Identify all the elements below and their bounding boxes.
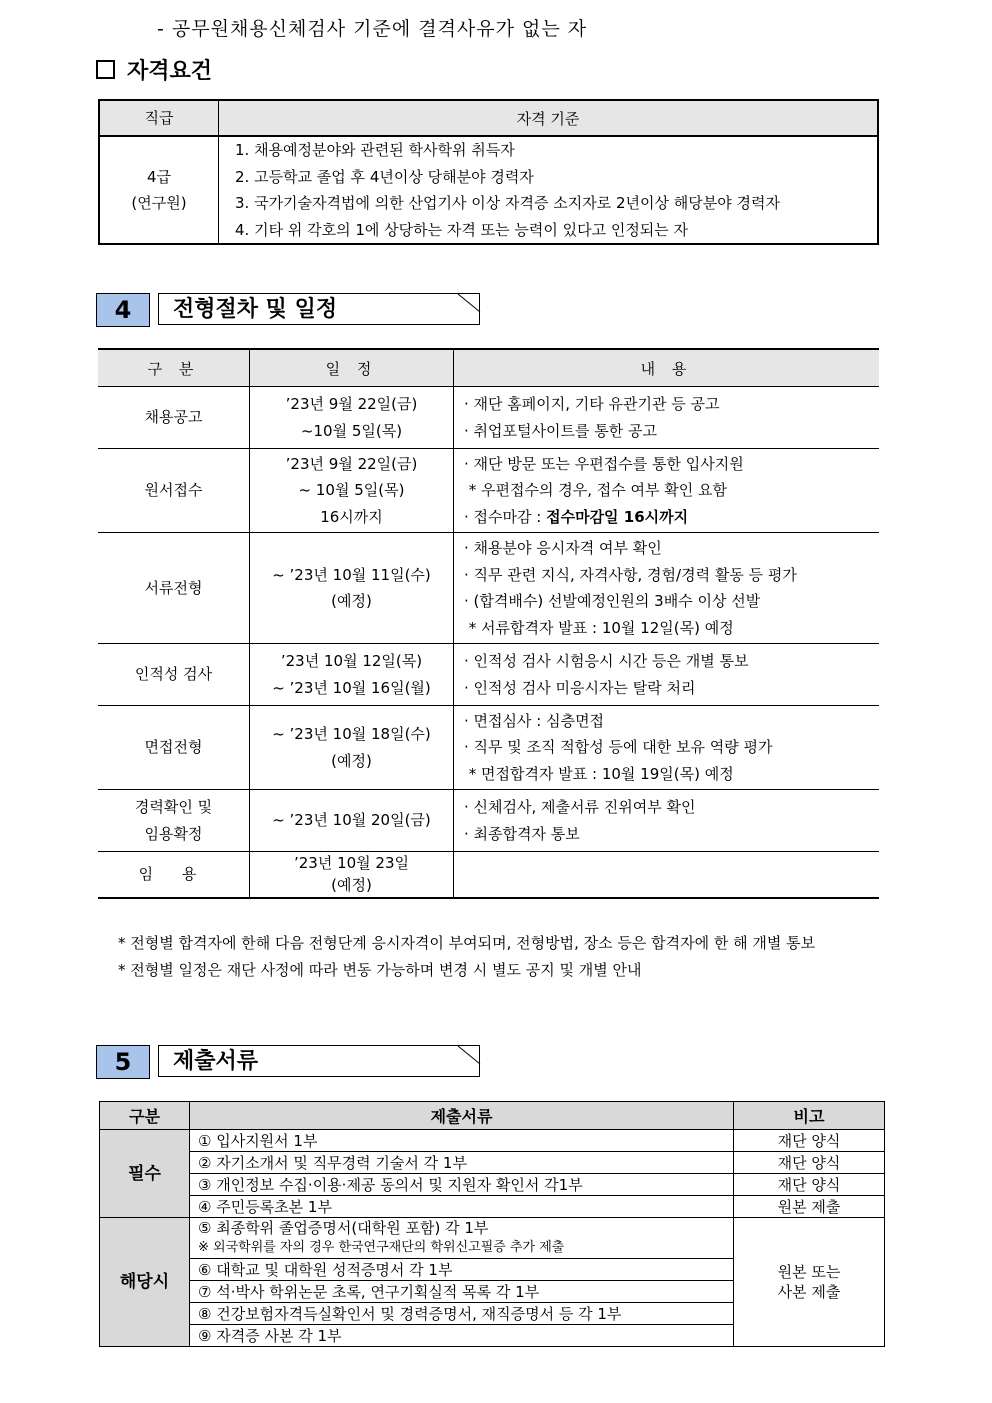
stage-name: 면접전형 xyxy=(98,706,250,790)
grade-line: 4급 xyxy=(146,168,172,186)
content-line: * 면접합격자 발표 : 10월 19일(목) 예정 xyxy=(464,764,734,783)
doc-text: ⑤ 최종학위 졸업증명서(대학원 포함) 각 1부 xyxy=(198,1219,489,1237)
date-line: (예정) xyxy=(331,876,372,895)
section-4-banner xyxy=(96,293,482,327)
content-line: · 채용분야 응시자격 여부 확인 xyxy=(464,539,662,557)
stage-date xyxy=(250,852,454,898)
doc-item: ⑦ 석·박사 학위논문 초록, 연구기획실적 목록 각 1부 xyxy=(190,1281,734,1303)
doc-remark: 재단 양식 xyxy=(734,1130,885,1152)
date-line: (예정) xyxy=(331,751,372,770)
stage-date xyxy=(250,387,454,449)
col-category: 구 분 xyxy=(98,349,250,387)
qualification-heading-text: 자격요건 xyxy=(127,59,213,84)
content-line: · 직무 관련 지식, 자격사항, 경험/경력 활동 등 평가 xyxy=(464,565,797,584)
doc-note: ※ 외국학위를 자의 경우 한국연구재단의 학위신고필증 추가 제출 xyxy=(198,1240,565,1255)
stage-content xyxy=(454,852,880,898)
criteria-item: 1. 채용예정분야와 관련된 학사학위 취득자 xyxy=(235,141,515,159)
stage-content xyxy=(454,387,880,449)
date-line: ’23년 9월 22일(금) xyxy=(285,454,418,473)
content-line: · 재단 방문 또는 우편접수를 통한 입사지원 xyxy=(464,454,744,473)
date-line: ’23년 10월 12일(목) xyxy=(280,652,423,670)
col-date: 일 정 xyxy=(250,349,454,387)
required-label: 필수 xyxy=(100,1130,190,1218)
stage-name xyxy=(98,790,250,852)
remark-line: 원본 또는 xyxy=(777,1263,841,1281)
grade-line: (연구원) xyxy=(131,194,187,212)
stage-date xyxy=(250,706,454,790)
date-line: ~ ’23년 10월 16일(월) xyxy=(272,678,431,697)
criteria-cell xyxy=(219,136,879,244)
doc-item: ⑧ 건강보험자격득실확인서 및 경력증명서, 재직증명서 등 각 1부 xyxy=(190,1303,734,1325)
doc-item: ② 자기소개서 및 직무경력 기술서 각 1부 xyxy=(190,1152,734,1174)
doc-item: ⑨ 자격증 사본 각 1부 xyxy=(190,1325,734,1347)
stage-name: 임 용 xyxy=(138,865,209,883)
stage-name: 인적성 검사 xyxy=(98,644,250,706)
content-line: · 취업포털사이트를 통한 공고 xyxy=(464,421,657,440)
doc-item: ③ 개인정보 수집·이용·제공 동의서 및 지원자 확인서 각1부 xyxy=(190,1174,734,1196)
stage-name: 서류전형 xyxy=(98,533,250,644)
content-line xyxy=(464,504,879,531)
checkbox-square-icon xyxy=(96,60,115,79)
date-line: ’23년 10월 23일 xyxy=(293,854,410,873)
content-line: · 인적성 검사 미응시자는 탈락 처리 xyxy=(464,678,696,697)
content-text: · 접수마감 : xyxy=(464,507,547,526)
content-line: * 우편접수의 경우, 접수 여부 확인 요함 xyxy=(464,481,727,500)
stage-name: 채용공고 xyxy=(98,387,250,449)
doc-item: ④ 주민등록초본 1부 xyxy=(190,1196,734,1218)
stage-content xyxy=(454,790,880,852)
date-line: ’23년 9월 22일(금) xyxy=(285,395,418,413)
stage-date xyxy=(250,533,454,644)
remark-line: 사본 제출 xyxy=(777,1283,841,1301)
qualification-heading xyxy=(96,54,212,85)
doc-remark: 재단 양식 xyxy=(734,1152,885,1174)
doc-item: ⑥ 대학교 및 대학원 성적증명서 각 1부 xyxy=(190,1259,734,1281)
stage-content xyxy=(454,706,880,790)
content-line: * 서류합격자 발표 : 10월 12일(목) 예정 xyxy=(464,618,734,637)
note-line: * 전형별 합격자에 한해 다음 전형단계 응시자격이 부여되며, 전형방법, 장소 등은 합격자에 한 해 개별 통보 xyxy=(118,934,816,952)
doc-remark xyxy=(734,1218,885,1347)
criteria-item: 3. 국가기술자격법에 의한 산업기사 이상 자격증 소지자로 2년이상 해당분야 경력자 xyxy=(235,194,780,212)
section-5-banner xyxy=(96,1045,482,1079)
doc-remark: 원본 제출 xyxy=(734,1196,885,1218)
doc-remark: 재단 양식 xyxy=(734,1174,885,1196)
schedule-table xyxy=(98,348,879,899)
folded-corner-icon xyxy=(456,1045,482,1065)
folded-corner-icon xyxy=(456,293,482,313)
date-line: ~ ’23년 10월 18일(수) xyxy=(272,725,431,743)
top-line: - 공무원채용신체검사 기준에 결격사유가 없는 자 xyxy=(157,18,588,40)
date-line: ~ ’23년 10월 11일(수) xyxy=(272,565,431,584)
note-line: * 전형별 일정은 재단 사정에 따라 변동 가능하며 변경 시 별도 공지 및 개별 안내 xyxy=(118,961,642,979)
date-line: ~ 10월 5일(목) xyxy=(298,481,405,500)
doc-item xyxy=(190,1218,734,1259)
content-line: · 재단 홈페이지, 기타 유관기관 등 공고 xyxy=(464,395,720,413)
col-type: 구분 xyxy=(100,1102,190,1130)
criteria-item: 4. 기타 위 각호의 1에 상당하는 자격 또는 능력이 있다고 인정되는 자 xyxy=(235,220,689,239)
criteria-item: 2. 고등학교 졸업 후 4년이상 당해분야 경력자 xyxy=(235,167,534,186)
qualification-table xyxy=(98,99,879,245)
content-line: · 인적성 검사 시험응시 시간 등은 개별 통보 xyxy=(464,652,749,670)
col-criteria: 자격 기준 xyxy=(219,100,879,136)
date-line: ~10월 5일(목) xyxy=(300,421,403,440)
content-line: · 신체검사, 제출서류 진위여부 확인 xyxy=(464,798,696,816)
col-remark: 비고 xyxy=(734,1102,885,1130)
stage-name: 원서접수 xyxy=(98,449,250,533)
notes xyxy=(118,930,898,984)
stage-content xyxy=(454,533,880,644)
content-line: · 면접심사 : 심층면접 xyxy=(464,711,605,730)
col-content: 내 용 xyxy=(454,349,880,387)
stage-date xyxy=(250,449,454,533)
stage-content xyxy=(454,449,880,533)
grade-cell xyxy=(99,136,219,244)
stage-date: ~ ’23년 10월 20일(금) xyxy=(250,790,454,852)
col-grade: 직급 xyxy=(99,100,219,136)
doc-item: ① 입사지원서 1부 xyxy=(190,1130,734,1152)
section-number: 4 xyxy=(96,293,150,327)
stage-date xyxy=(250,644,454,706)
documents-table xyxy=(99,1101,885,1347)
section-number: 5 xyxy=(96,1045,150,1079)
applicable-label: 해당시 xyxy=(100,1218,190,1347)
section-title: 전형절차 및 일정 xyxy=(158,293,480,325)
date-line: 16시까지 xyxy=(320,507,383,526)
section-title: 제출서류 xyxy=(158,1045,480,1077)
col-documents: 제출서류 xyxy=(190,1102,734,1130)
name-line: 임용확정 xyxy=(144,824,203,843)
content-line: · (합격배수) 선발예정인원의 3배수 이상 선발 xyxy=(464,592,761,610)
deadline-bold: 접수마감일 16시까지 xyxy=(546,507,689,526)
name-line: 경력확인 및 xyxy=(134,798,213,816)
content-line: · 최종합격자 통보 xyxy=(464,824,580,843)
date-line: (예정) xyxy=(331,592,372,610)
stage-content xyxy=(454,644,880,706)
content-line: · 직무 및 조직 적합성 등에 대한 보유 역량 평가 xyxy=(464,738,773,757)
